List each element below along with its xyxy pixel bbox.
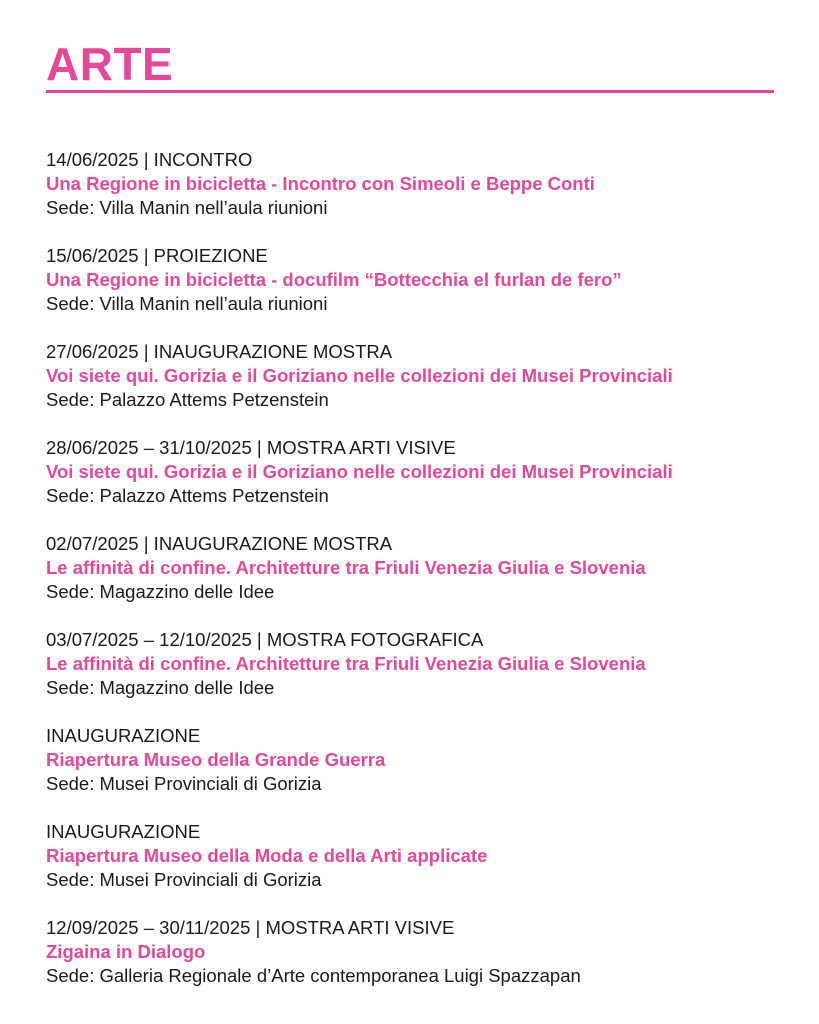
- event-title: Voi siete qui. Gorizia e il Goriziano nelle collezioni dei Musei Provinciali: [46, 461, 673, 482]
- event-item: [46, 820, 774, 916]
- event-title: Zigaina in Dialogo: [46, 941, 206, 962]
- event-date-type: 03/07/2025 – 12/10/2025 | MOSTRA FOTOGRAFICA: [46, 629, 484, 650]
- event-item: [46, 436, 774, 532]
- event-title: Una Regione in bicicletta - Incontro con Simeoli e Beppe Conti: [46, 173, 595, 194]
- event-item: [46, 532, 774, 628]
- event-venue: Sede: Magazzino delle Idee: [46, 581, 275, 602]
- event-title: Una Regione in bicicletta - docufilm “Bottecchia el furlan de fero”: [46, 269, 622, 290]
- event-item: [46, 148, 774, 244]
- event-title: Riapertura Museo della Moda e della Arti applicate: [46, 845, 488, 866]
- event-list: [46, 148, 774, 1012]
- event-venue: Sede: Musei Provinciali di Gorizia: [46, 773, 322, 794]
- event-title: Voi siete qui. Gorizia e il Goriziano nelle collezioni dei Musei Provinciali: [46, 365, 673, 386]
- event-venue: Sede: Villa Manin nell’aula riunioni: [46, 197, 328, 218]
- event-venue: Sede: Palazzo Attems Petzenstein: [46, 485, 329, 506]
- event-date-type: 12/09/2025 – 30/11/2025 | MOSTRA ARTI VISIVE: [46, 917, 455, 938]
- event-venue: Sede: Villa Manin nell’aula riunioni: [46, 293, 328, 314]
- event-item: [46, 916, 774, 1012]
- event-item: [46, 244, 774, 340]
- event-date-type: 27/06/2025 | INAUGURAZIONE MOSTRA: [46, 341, 393, 362]
- event-venue: Sede: Galleria Regionale d’Arte contemporanea Luigi Spazzapan: [46, 965, 581, 986]
- event-venue: Sede: Musei Provinciali di Gorizia: [46, 869, 322, 890]
- event-date-type: 14/06/2025 | INCONTRO: [46, 149, 253, 170]
- event-item: [46, 724, 774, 820]
- event-date-type: INAUGURAZIONE: [46, 725, 201, 746]
- event-title: Riapertura Museo della Grande Guerra: [46, 749, 386, 770]
- title-divider: [46, 90, 774, 93]
- event-date-type: INAUGURAZIONE: [46, 821, 201, 842]
- event-title: Le affinità di confine. Architetture tra Friuli Venezia Giulia e Slovenia: [46, 653, 646, 674]
- event-date-type: 28/06/2025 – 31/10/2025 | MOSTRA ARTI VISIVE: [46, 437, 456, 458]
- event-title: Le affinità di confine. Architetture tra Friuli Venezia Giulia e Slovenia: [46, 557, 646, 578]
- event-item: [46, 628, 774, 724]
- event-item: [46, 340, 774, 436]
- event-date-type: 15/06/2025 | PROIEZIONE: [46, 245, 268, 266]
- event-venue: Sede: Palazzo Attems Petzenstein: [46, 389, 329, 410]
- event-date-type: 02/07/2025 | INAUGURAZIONE MOSTRA: [46, 533, 393, 554]
- event-venue: Sede: Magazzino delle Idee: [46, 677, 275, 698]
- page-title: ARTE: [46, 38, 174, 90]
